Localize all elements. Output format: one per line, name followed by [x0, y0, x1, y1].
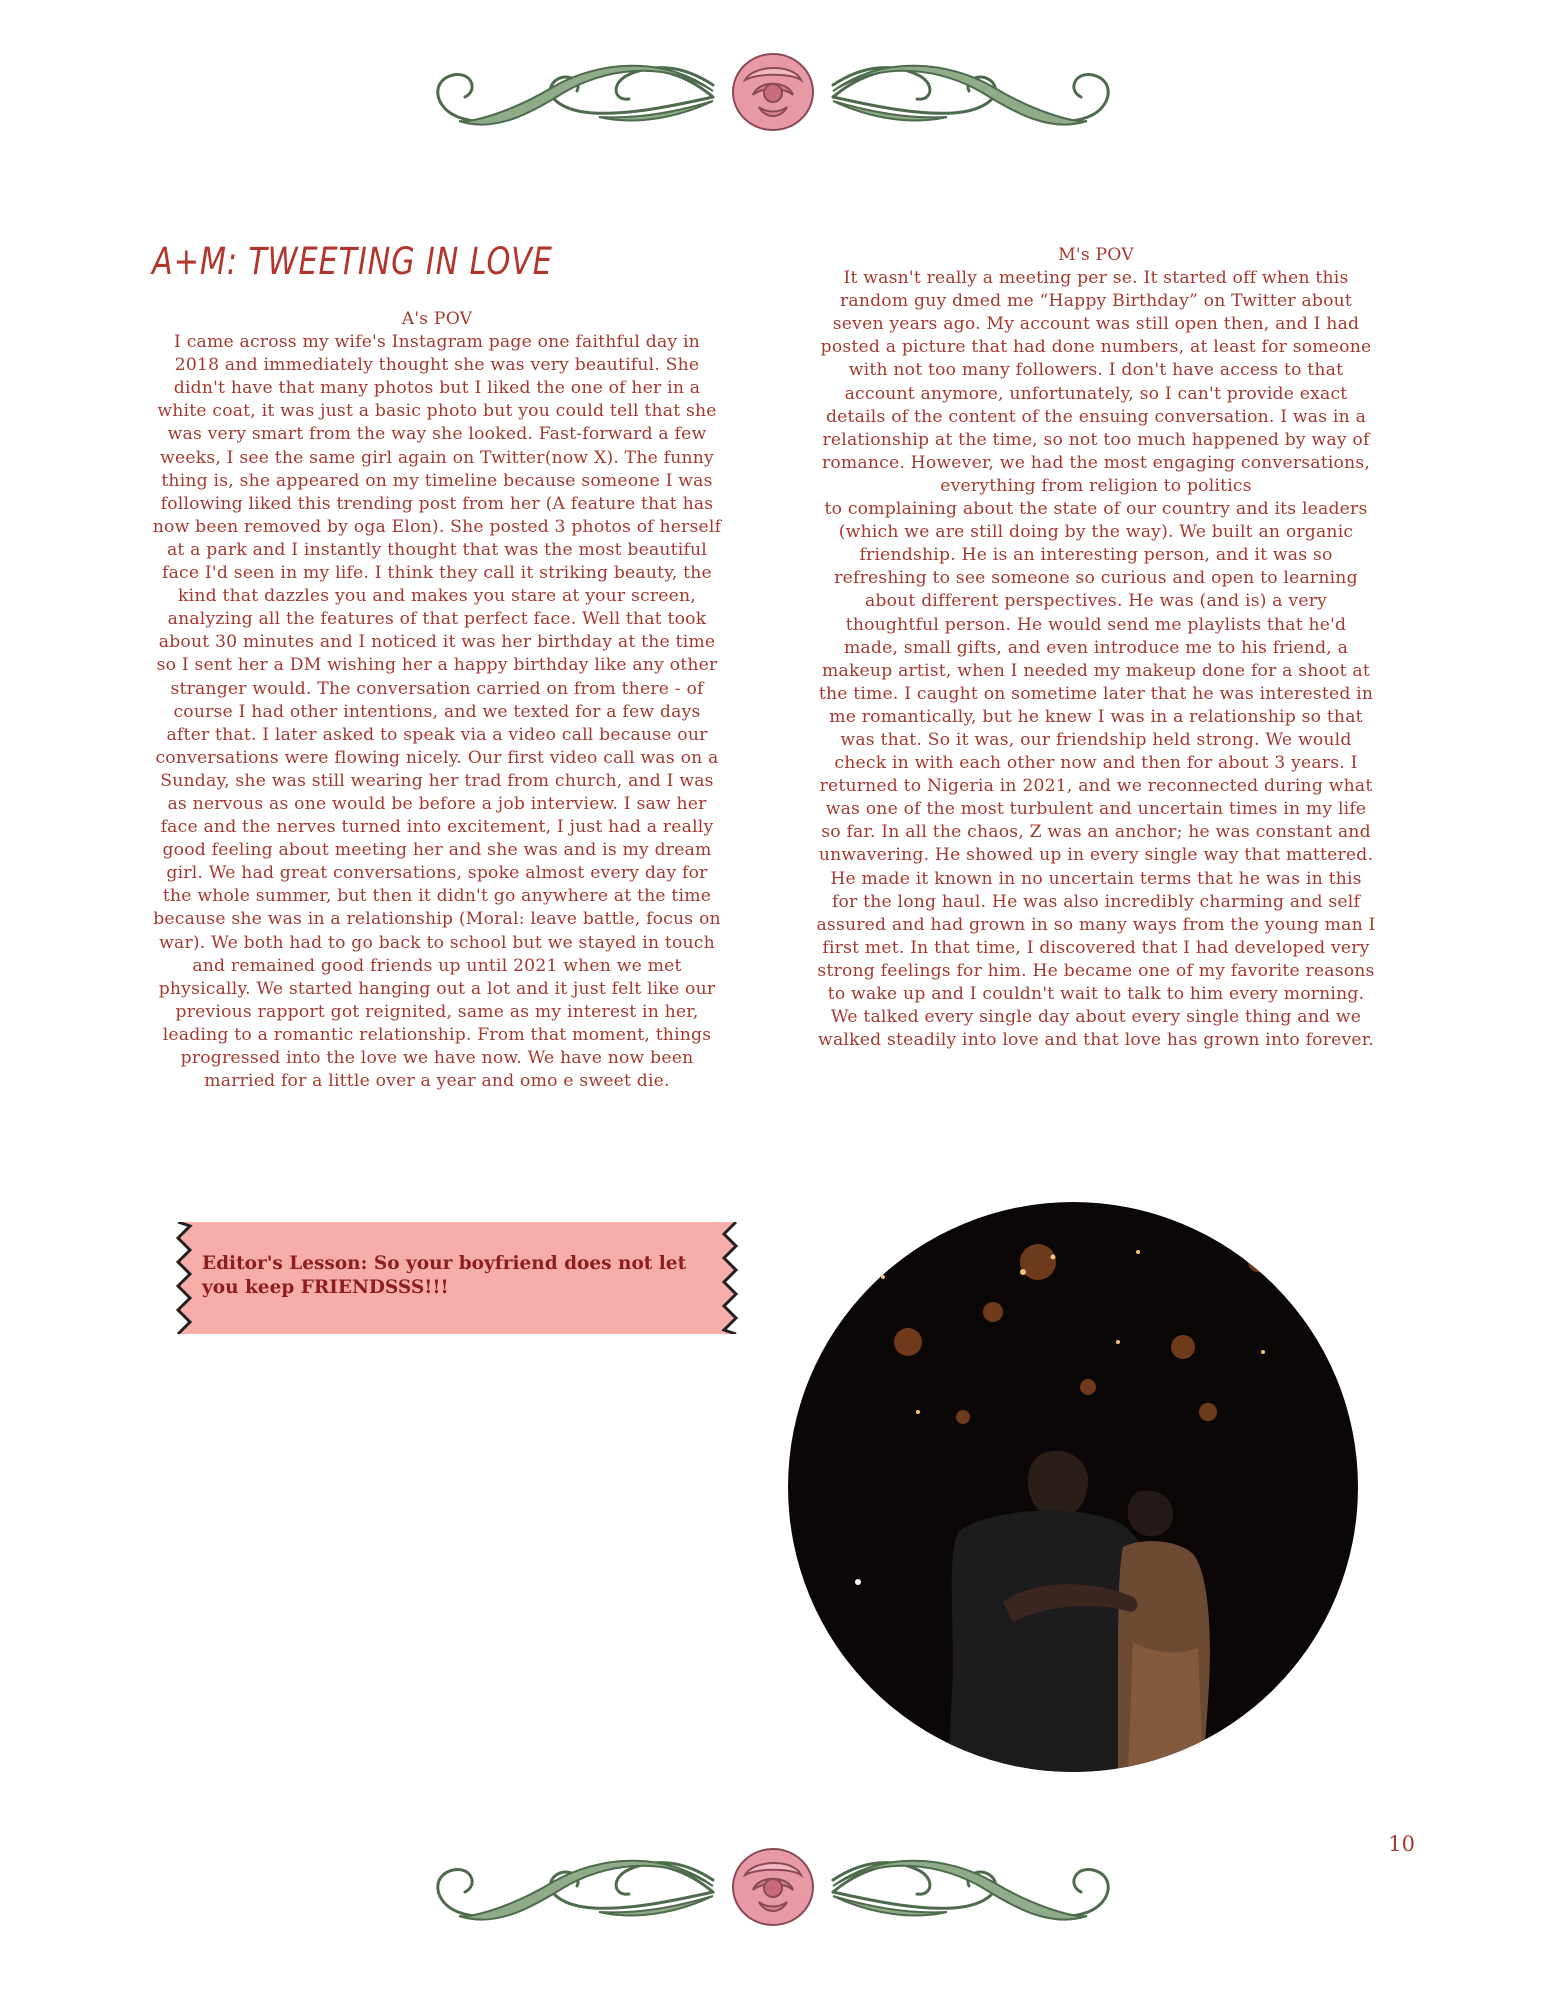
- editors-lesson-text: Editor's Lesson: So your boyfriend does not let you keep FRIENDSSS!!!: [202, 1253, 687, 1298]
- rose-scroll-ornament-bottom: [413, 1830, 1133, 1940]
- couple-fireworks-photo: [788, 1202, 1358, 1772]
- a-pov-column: [152, 308, 722, 1093]
- a-pov-body: I came across my wife's Instagram page one faithful day in 2018 and immediately thought she was very beautiful. She didn't have that many photos but I liked the one of her in a white coat, it was just a basic photo but you could tell that she was very smart from the way she looked. Fast-forward a few weeks, I see the same girl again on Twitter(now X). The funny thing is, she appeared on my timeline because someone I was following liked this trending post from her (A feature that has now been removed by oga Elon). She posted 3 photos of herself at a park and I instantly thought that was the most beautiful face I'd seen in my life. I think they call it striking beauty, the kind that dazzles you and makes you stare at your screen, analyzing all the features of that perfect face. Well that took about 30 minutes and I noticed it was her birthday at the time so I sent her a DM wishing her a happy birthday like any other stranger would. The conversation carried on from there - of course I had other intentions, and we texted for a few days after that. I later asked to speak via a video call because our conversations were flowing nicely. Our first video call was on a Sunday, she was still wearing her trad from church, and I was as nervous as one would be before a job interview. I saw her face and the nerves turned into excitement, I just had a really good feeling about meeting her and she was and is my dream girl. We had great conversations, spoke almost every day for the whole summer, but then it didn't go anywhere at the time because she was in a relationship (Moral: leave battle, focus on war). We both had to go back to school but we stayed in touch and remained good friends up until 2021 when we met physically. We started hanging out a lot and it just felt like our previous rapport got reignited, same as my interest in her, leading to a romantic relationship. From that moment, things progressed into the love we have now. We have now been married for a little over a year and omo e sweet die.: [152, 332, 722, 1092]
- rose-scroll-ornament-top: [413, 35, 1133, 145]
- article-title: A+M: TWEETING IN LOVE: [152, 240, 553, 283]
- m-pov-column: [816, 244, 1376, 1052]
- m-pov-heading: M's POV: [1058, 245, 1134, 265]
- page-number: 10: [1388, 1832, 1415, 1856]
- editors-lesson-banner: [172, 1222, 742, 1334]
- m-pov-body: It wasn't really a meeting per se. It started off when this random guy dmed me “Happy Birthday” on Twitter about seven years ago. My account was still open then, and I had posted a picture that had done numbers, at least for someone with not too many followers. I don't have access to that account anymore, unfortunately, so I can't provide exact details of the content of the ensuing conversation. I was in a relationship at the time, so not too much happened by way of romance. However, we had the most engaging conversations, everything from religion to politics to complaining about the state of our country and its leaders (which we are still doing by the way). We built an organic friendship. He is an interesting person, and it was so refreshing to see someone so curious and open to learning about different perspectives. He was (and is) a very thoughtful person. He would send me playlists that he'd made, small gifts, and even introduce me to his friend, a makeup artist, when I needed my makeup done for a shoot at the time. I caught on sometime later that he was interested in me romantically, but he knew I was in a relationship so that was that. So it was, our friendship held strong. We would check in with each other now and then for about 3 years. I returned to Nigeria in 2021, and we reconnected during what was one of the most turbulent and uncertain times in my life so far. In all the chaos, Z was an anchor; he was constant and unwavering. He showed up in every single way that mattered. He made it known in no uncertain terms that he was in this for the long haul. He was also incredibly charming and self assured and had grown in so many ways from the young man I first met. In that time, I discovered that I had developed very strong feelings for him. He became one of my favorite reasons to wake up and I couldn't wait to talk to him every morning. We talked every single day about every single thing and we walked steadily into love and that love has grown into forever.: [816, 268, 1376, 1051]
- a-pov-heading: A's POV: [401, 309, 473, 329]
